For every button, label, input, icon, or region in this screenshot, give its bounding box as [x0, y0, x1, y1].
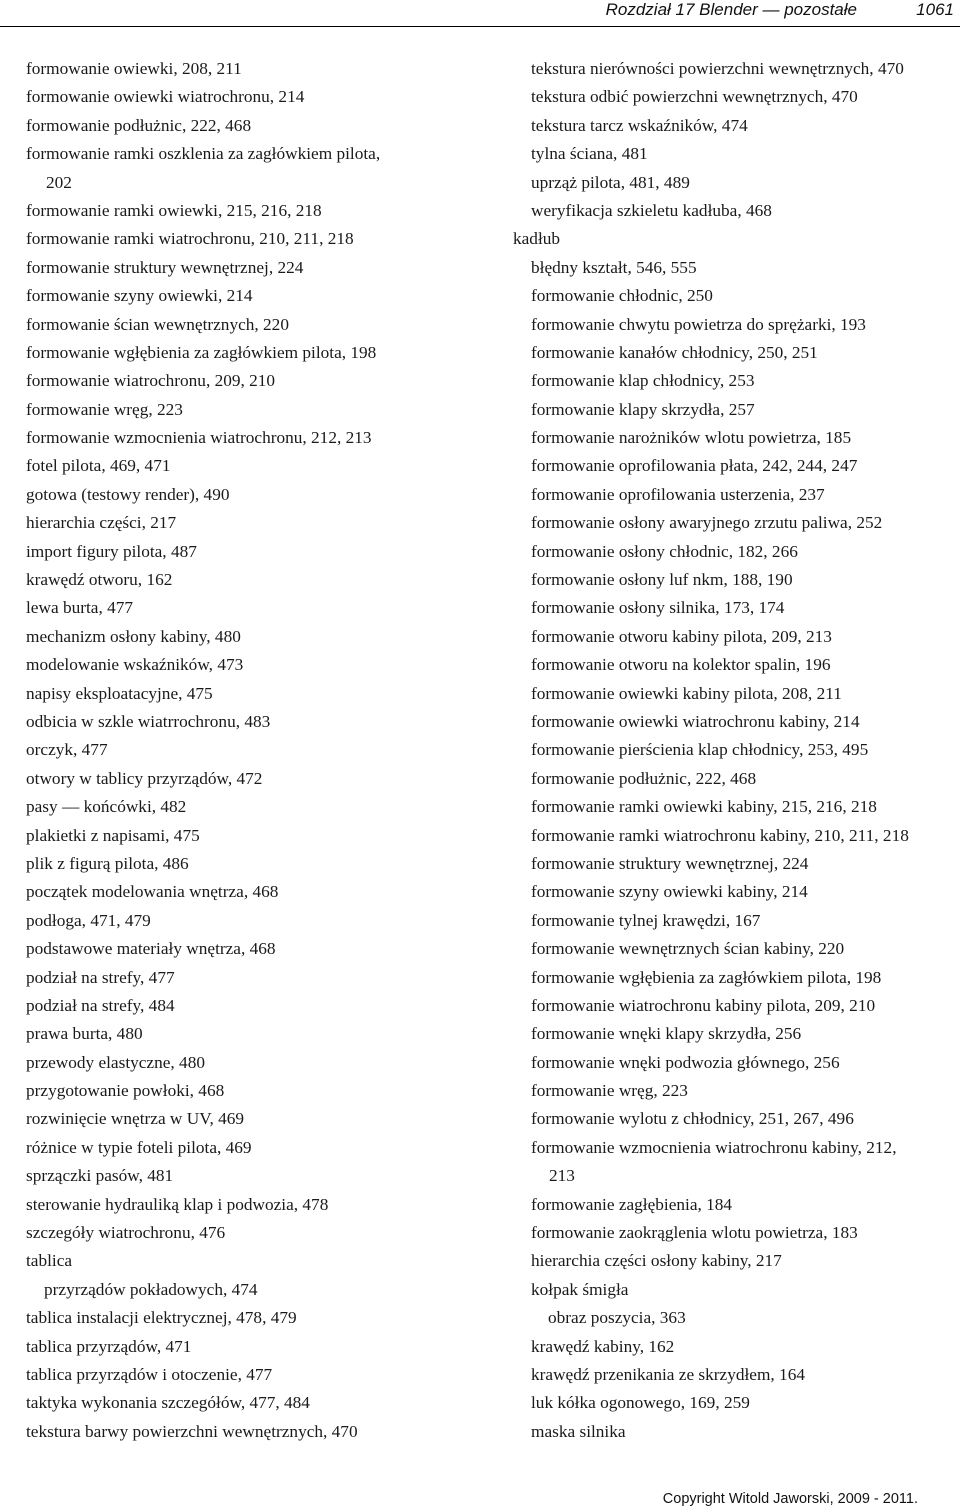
index-entry: tablica instalacji elektrycznej, 478, 479 [26, 1308, 297, 1328]
index-entry: prawa burta, 480 [26, 1024, 143, 1044]
index-entry: tekstura nierówności powierzchni wewnętrznych, 470 [531, 59, 904, 78]
index-entry: przewody elastyczne, 480 [26, 1052, 205, 1072]
index-entry: formowanie ścian wewnętrznych, 220 [26, 314, 289, 334]
index-entry: plakietki z napisami, 475 [26, 825, 200, 845]
index-entry: 202 [46, 172, 72, 192]
index-entry: formowanie osłony luf nkm, 188, 190 [531, 570, 793, 590]
index-entry: formowanie wzmocnienia wiatrochronu kabiny, 212, [531, 1137, 897, 1157]
index-entry: formowanie osłony chłodnic, 182, 266 [531, 541, 798, 561]
index-entry: krawędź otworu, 162 [26, 570, 173, 590]
index-entry: formowanie oprofilowania płata, 242, 244, 247 [531, 456, 858, 476]
index-entry: formowanie osłony awaryjnego zrzutu paliwa, 252 [531, 513, 883, 533]
index-entry: formowanie podłużnic, 222, 468 [531, 768, 757, 788]
index-entry: formowanie tylnej krawędzi, 167 [531, 910, 761, 930]
index-entry: taktyka wykonania szczegółów, 477, 484 [26, 1393, 310, 1413]
index-entry: formowanie otworu kabiny pilota, 209, 213 [531, 626, 832, 646]
index-entry: formowanie ramki owiewki kabiny, 215, 216, 218 [531, 797, 877, 817]
index-entry: formowanie wgłębienia za zagłówkiem pilota, 198 [26, 342, 377, 362]
index-entry: fotel pilota, 469, 471 [26, 456, 171, 476]
index-entry: 213 [549, 1166, 575, 1186]
index-entry: formowanie kanałów chłodnicy, 250, 251 [531, 342, 818, 362]
index-entry: formowanie owiewki wiatrochronu kabiny, 214 [531, 711, 860, 731]
index-entry: hierarchia części osłony kabiny, 217 [531, 1251, 782, 1271]
index-entry: tablica przyrządów i otoczenie, 477 [26, 1364, 273, 1384]
index-entry: formowanie narożników wlotu powietrza, 185 [531, 428, 852, 448]
index-entry: sterowanie hydrauliką klap i podwozia, 478 [26, 1194, 329, 1214]
index-entry: rozwinięcie wnętrza w UV, 469 [26, 1109, 245, 1129]
index-entry: obraz poszycia, 363 [548, 1308, 686, 1328]
index-entry: formowanie wiatrochronu, 209, 210 [26, 371, 276, 391]
index-entry: formowanie owiewki wiatrochronu, 214 [26, 87, 305, 107]
index-entry: uprząż pilota, 481, 489 [531, 172, 690, 192]
index-entry: formowanie zagłębienia, 184 [531, 1194, 733, 1214]
index-entry: formowanie wewnętrznych ścian kabiny, 220 [531, 939, 845, 959]
index-entry: formowanie ramki wiatrochronu kabiny, 210, 211, 218 [531, 825, 909, 845]
index-entry: formowanie klapy skrzydła, 257 [531, 399, 755, 419]
chapter-title: Rozdział 17 Blender — pozostałe [605, 0, 857, 19]
index-entry: formowanie oprofilowania usterzenia, 237 [531, 484, 825, 504]
index-entry: formowanie podłużnic, 222, 468 [26, 115, 252, 135]
index-entry: formowanie szyny owiewki, 214 [26, 286, 253, 306]
index-entry: orczyk, 477 [26, 740, 108, 760]
index-entry: formowanie ramki owiewki, 215, 216, 218 [26, 200, 322, 220]
index-entry: formowanie wręg, 223 [26, 399, 183, 419]
index-entry: pasy — końcówki, 482 [26, 797, 187, 817]
index-entry: formowanie klap chłodnicy, 253 [531, 371, 755, 391]
index-entry: import figury pilota, 487 [26, 541, 197, 561]
index-entry: przyrządów pokładowych, 474 [44, 1279, 258, 1299]
index-entry: formowanie osłony silnika, 173, 174 [531, 598, 785, 618]
index-entry: tekstura odbić powierzchni wewnętrznych, 470 [531, 87, 858, 107]
index-entry: weryfikacja szkieletu kadłuba, 468 [531, 200, 772, 220]
index-entry: szczegóły wiatrochronu, 476 [26, 1223, 226, 1243]
index-entry: formowanie szyny owiewki kabiny, 214 [531, 882, 808, 902]
index-entry: tekstura tarcz wskaźników, 474 [531, 115, 748, 135]
index-entry: formowanie pierścienia klap chłodnicy, 253, 495 [531, 740, 869, 760]
index-entry: formowanie struktury wewnętrznej, 224 [531, 853, 809, 873]
index-entry: tablica [26, 1251, 73, 1271]
index-entry: mechanizm osłony kabiny, 480 [26, 626, 241, 646]
index-entry: maska silnika [531, 1421, 626, 1441]
index-entry: formowanie struktury wewnętrznej, 224 [26, 257, 304, 277]
index-entry: podstawowe materiały wnętrza, 468 [26, 939, 276, 959]
index-entry: gotowa (testowy render), 490 [26, 484, 230, 504]
index-entry: kołpak śmigła [531, 1279, 629, 1299]
index-entry: luk kółka ogonowego, 169, 259 [531, 1393, 750, 1413]
index-entry: formowanie wylotu z chłodnicy, 251, 267, 496 [531, 1109, 854, 1129]
index-entry: formowanie wnęki klapy skrzydła, 256 [531, 1024, 802, 1044]
index-entry: błędny kształt, 546, 555 [531, 257, 697, 277]
index-entry: formowanie ramki wiatrochronu, 210, 211, 218 [26, 229, 354, 249]
index-entry: tekstura barwy powierzchni wewnętrznych, 470 [26, 1421, 358, 1441]
index-entry: formowanie wiatrochronu kabiny pilota, 209, 210 [531, 995, 876, 1015]
index-entry: lewa burta, 477 [26, 598, 134, 618]
index-entry: formowanie wgłębienia za zagłówkiem pilota, 198 [531, 967, 882, 987]
index-entry: formowanie chłodnic, 250 [531, 286, 713, 306]
index-entry: podział na strefy, 484 [26, 995, 175, 1015]
page-header [0, 0, 960, 27]
index-entry: formowanie chwytu powietrza do sprężarki, 193 [531, 314, 866, 334]
index-entry: odbicia w szkle wiatrrochronu, 483 [26, 711, 271, 731]
index-entry: hierarchia części, 217 [26, 513, 177, 533]
index-entry: modelowanie wskaźników, 473 [26, 655, 244, 675]
index-entry: otwory w tablicy przyrządów, 472 [26, 768, 263, 788]
index-entry: formowanie wnęki podwozia głównego, 256 [531, 1052, 840, 1072]
index-entry: formowanie owiewki kabiny pilota, 208, 211 [531, 683, 842, 703]
index-entry: formowanie wzmocnienia wiatrochronu, 212, 213 [26, 428, 372, 448]
index-entry: kadłub [513, 229, 561, 249]
index-entry: przygotowanie powłoki, 468 [26, 1081, 225, 1101]
index-entry: różnice w typie foteli pilota, 469 [26, 1137, 252, 1157]
index-entry: sprzączki pasów, 481 [26, 1166, 174, 1186]
index-entry: formowanie owiewki, 208, 211 [26, 59, 242, 78]
index-entry: krawędź przenikania ze skrzydłem, 164 [531, 1364, 805, 1384]
index-entry: plik z figurą pilota, 486 [26, 853, 189, 873]
index-column-left [26, 55, 496, 1446]
index-entry: formowanie ramki oszklenia za zagłówkiem pilota, [26, 144, 381, 164]
index-entry: podłoga, 471, 479 [26, 910, 151, 930]
index-column-right [513, 55, 953, 1446]
index-entry: formowanie wręg, 223 [531, 1081, 688, 1101]
index-entry: krawędź kabiny, 162 [531, 1336, 675, 1356]
copyright-footer: Copyright Witold Jaworski, 2009 - 2011. [662, 1491, 918, 1507]
index-entry: formowanie otworu na kolektor spalin, 196 [531, 655, 831, 675]
index-entry: tylna ściana, 481 [531, 144, 648, 164]
index-entry: początek modelowania wnętrza, 468 [26, 882, 279, 902]
page-number: 1061 [916, 0, 954, 19]
index-entry: tablica przyrządów, 471 [26, 1336, 192, 1356]
index-entry: formowanie zaokrąglenia wlotu powietrza, 183 [531, 1223, 858, 1243]
index-entry: podział na strefy, 477 [26, 967, 175, 987]
index-entry: napisy eksploatacyjne, 475 [26, 683, 213, 703]
